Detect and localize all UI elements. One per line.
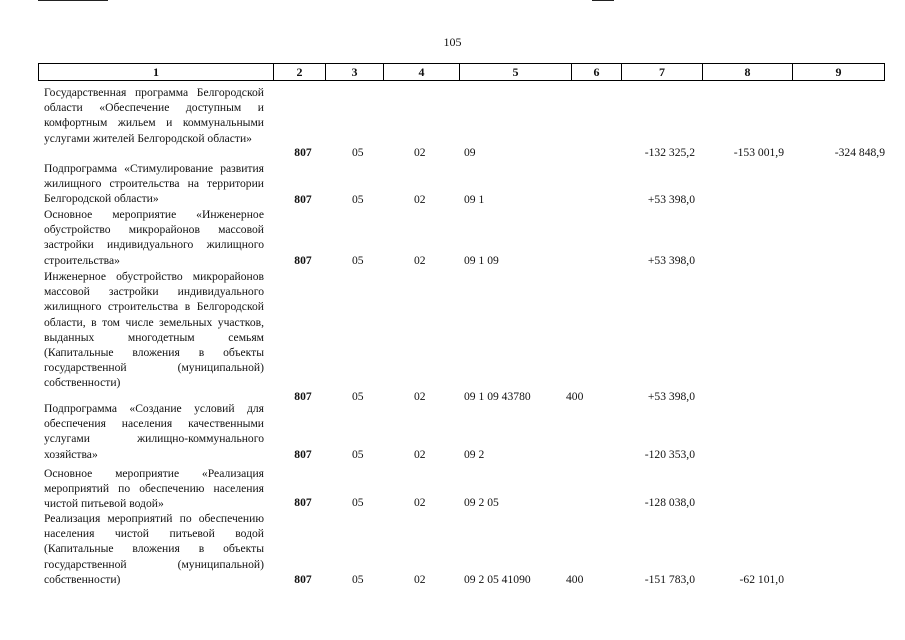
- target-article-code: 09 2 05: [464, 496, 499, 509]
- row-name: Инженерное обустройство микрорайонов массовой застройки индивидуального жилищного строительства в Белгородской области, в том числе земельных участков, выданных многодетным семьям (Капитальные вложения в объекты государственной (муниципальной) собственности): [44, 270, 264, 390]
- subsection-code: 02: [414, 254, 426, 267]
- expense-type-code: 400: [566, 573, 584, 586]
- column-header-5: 5: [459, 64, 571, 80]
- admin-code: 807: [294, 448, 312, 461]
- subsection-code: 02: [414, 193, 426, 206]
- top-edge-line: [592, 0, 614, 1]
- amount-col-7: -151 783,0: [644, 573, 695, 586]
- table-header-row: [38, 63, 885, 81]
- target-article-code: 09 1 09 43780: [464, 390, 531, 403]
- subsection-code: 02: [414, 496, 426, 509]
- row-name: Основное мероприятие «Реализация мероприятий по обеспечению населения чистой питьевой водой»: [44, 467, 264, 511]
- amount-col-8: -153 001,9: [733, 146, 784, 159]
- amount-col-7: +53 398,0: [647, 193, 695, 206]
- section-code: 05: [352, 193, 364, 206]
- column-header-3: 3: [325, 64, 383, 80]
- column-header-2: 2: [273, 64, 325, 80]
- target-article-code: 09 1 09: [464, 254, 499, 267]
- table-row: [38, 207, 885, 268]
- admin-code: 807: [294, 254, 312, 267]
- column-header-9: 9: [792, 64, 884, 80]
- amount-col-7: -132 325,2: [644, 146, 695, 159]
- admin-code: 807: [294, 146, 312, 159]
- column-header-4: 4: [383, 64, 459, 80]
- table-row: [38, 401, 885, 462]
- admin-code: 807: [294, 573, 312, 586]
- column-header-6: 6: [571, 64, 621, 80]
- target-article-code: 09 2: [464, 448, 485, 461]
- amount-col-9: -324 848,9: [834, 146, 885, 159]
- subsection-code: 02: [414, 573, 426, 586]
- amount-col-8: -62 101,0: [739, 573, 784, 586]
- section-code: 05: [352, 573, 364, 586]
- column-header-1: 1: [153, 65, 159, 79]
- budget-table: [38, 63, 885, 586]
- target-article-code: 09: [464, 146, 476, 159]
- section-code: 05: [352, 448, 364, 461]
- amount-col-7: +53 398,0: [647, 390, 695, 403]
- subsection-code: 02: [414, 390, 426, 403]
- admin-code: 807: [294, 496, 312, 509]
- amount-col-7: -128 038,0: [644, 496, 695, 509]
- row-name: Подпрограмма «Создание условий для обеспечения населения качественными услугами жилищно-коммунального хозяйства»: [44, 402, 264, 461]
- table-row: [38, 269, 885, 404]
- row-name: Государственная программа Белгородской области «Обеспечение доступным и комфортным жильем и коммунальными услугами жителей Белгородской области»: [44, 86, 264, 145]
- section-code: 05: [352, 390, 364, 403]
- section-code: 05: [352, 496, 364, 509]
- page-number: 105: [443, 35, 462, 49]
- target-article-code: 09 2 05 41090: [464, 573, 531, 586]
- section-code: 05: [352, 254, 364, 267]
- row-name: Основное мероприятие «Инженерное обустройство микрорайонов массовой застройки индивидуального жилищного строительства»: [44, 208, 264, 267]
- row-name: Реализация мероприятий по обеспечению населения чистой питьевой водой (Капитальные вложения в объекты государственной (муниципальной) собственности): [44, 512, 264, 586]
- amount-col-7: +53 398,0: [647, 254, 695, 267]
- admin-code: 807: [294, 193, 312, 206]
- table-row: [38, 466, 885, 512]
- section-code: 05: [352, 146, 364, 159]
- subsection-code: 02: [414, 146, 426, 159]
- table-row: [38, 85, 885, 160]
- target-article-code: 09 1: [464, 193, 485, 206]
- table-row: [38, 511, 885, 588]
- top-edge-line: [38, 0, 108, 1]
- amount-col-7: -120 353,0: [644, 448, 695, 461]
- subsection-code: 02: [414, 448, 426, 461]
- row-name: Подпрограмма «Стимулирование развития жилищного строительства на территории Белгородской области»: [44, 162, 264, 206]
- table-row: [38, 161, 885, 207]
- admin-code: 807: [294, 390, 312, 403]
- column-header-8: 8: [702, 64, 792, 80]
- column-header-7: 7: [621, 64, 702, 80]
- expense-type-code: 400: [566, 390, 584, 403]
